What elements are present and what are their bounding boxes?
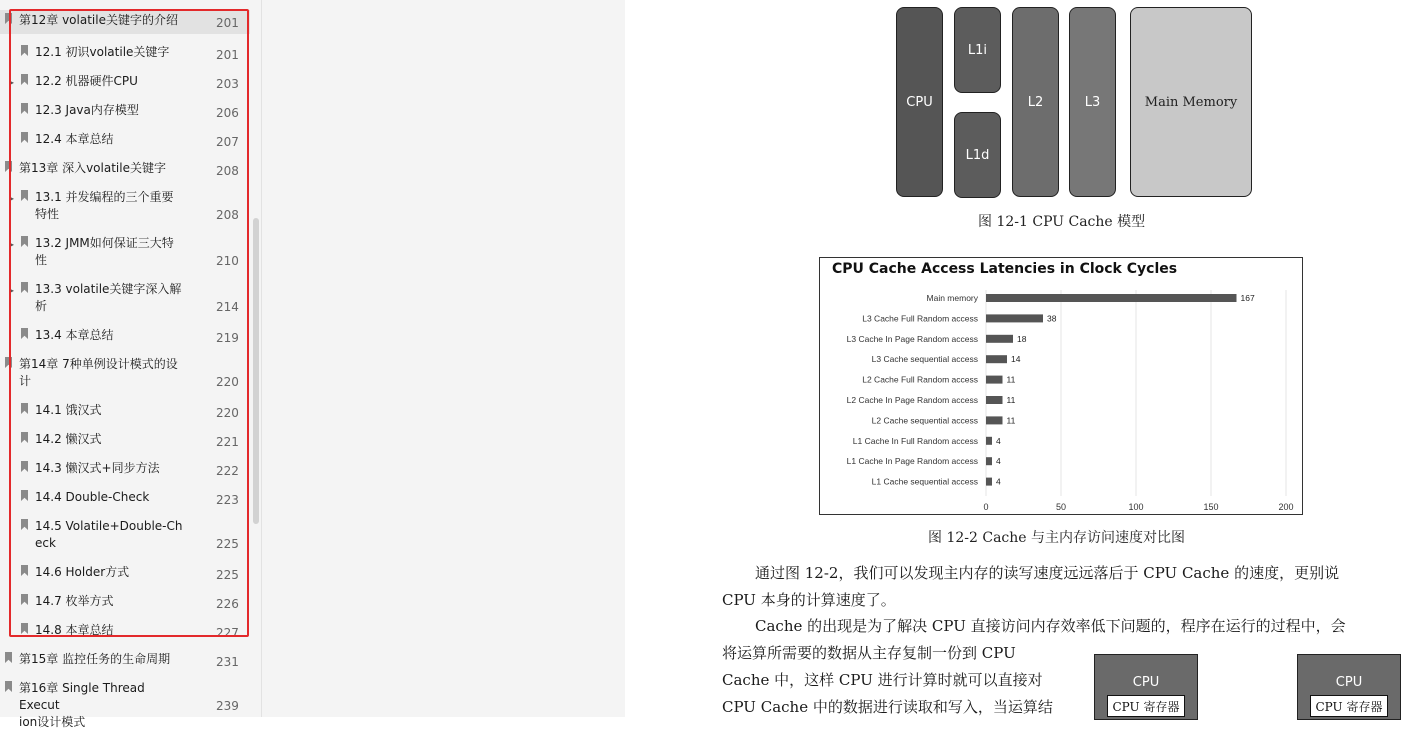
toc-item-page: 210 (216, 254, 239, 268)
sidebar-scrollbar[interactable] (253, 218, 259, 524)
paragraph-1-line-1: 通过图 12-2，我们可以发现主内存的读写速度远远落后于 CPU Cache 的速度，更别说 (755, 564, 1340, 582)
cpu-register-right: CPU 寄存器 (1310, 695, 1388, 717)
category-label: L3 Cache Full Random access (862, 313, 978, 324)
toc-item-label: 第13章 深入volatile关键字 (19, 161, 166, 175)
latency-chart-svg (820, 258, 1304, 516)
toc-item-label: 14.4 Double-Check (35, 490, 150, 504)
l1d-block: L1d (954, 112, 1001, 198)
bookmark-icon (21, 74, 28, 85)
toc-item[interactable] (0, 354, 250, 394)
document-page (625, 0, 1427, 717)
toc-item-label: 第14章 7种单例设计模式的设 计 (19, 357, 178, 388)
bar (986, 457, 992, 465)
bar-value-label: 14 (1011, 354, 1021, 365)
bookmark-icon (21, 328, 28, 339)
toc-item-page: 206 (216, 106, 239, 120)
bar-value-label: 167 (1240, 293, 1255, 303)
toc-item-label: 14.2 懒汉式 (35, 432, 102, 446)
bar-value-label: 4 (996, 456, 1001, 467)
l2-block: L2 (1012, 7, 1059, 197)
category-label: L3 Cache sequential access (871, 354, 978, 365)
category-label: L2 Cache Full Random access (862, 374, 978, 385)
cpu-block: CPU (896, 7, 943, 197)
bookmark-icon (21, 432, 28, 443)
toc-item-label: 第12章 volatile关键字的介绍 (19, 13, 178, 27)
bar (986, 416, 1003, 424)
bar-value-label: 11 (1006, 415, 1016, 426)
outline-sidebar (0, 0, 262, 729)
x-tick-label: 100 (1128, 502, 1144, 512)
toc-item[interactable] (0, 516, 250, 556)
toc-item-label: 12.2 机器硬件CPU (35, 74, 138, 88)
toc-item-page: 201 (216, 16, 239, 30)
paragraph-2-line-3: Cache 中，这样 CPU 进行计算时就可以直接对 (722, 671, 1043, 689)
toc-item-page: 225 (216, 568, 239, 582)
toc-item[interactable] (0, 562, 250, 586)
toc-item[interactable] (0, 129, 250, 153)
bookmark-icon (5, 357, 12, 368)
toc-item-label: 14.5 Volatile+Double-Ch eck (35, 519, 183, 550)
bar (986, 396, 1003, 404)
toc-item[interactable] (0, 279, 250, 319)
toc-item[interactable] (0, 100, 250, 124)
bar-value-label: 11 (1006, 374, 1016, 385)
toc-item[interactable] (0, 158, 250, 182)
bookmark-icon (21, 461, 28, 472)
category-label: L1 Cache In Full Random access (852, 435, 978, 446)
toc-item-page: 239 (216, 699, 239, 713)
toc-item-page: 203 (216, 77, 239, 91)
category-label: L3 Cache In Page Random access (846, 333, 978, 344)
bookmark-icon (21, 403, 28, 414)
category-label: Main memory (926, 293, 978, 303)
bookmark-icon (21, 45, 28, 56)
toc-item-label: 13.4 本章总结 (35, 328, 114, 342)
bookmark-icon (5, 681, 12, 692)
toc-item-label: 13.1 并发编程的三个重要 特性 (35, 190, 174, 221)
expand-arrow-icon[interactable]: ▸ (10, 240, 15, 249)
x-tick-label: 200 (1278, 502, 1294, 512)
main-memory-block: Main Memory (1130, 7, 1252, 197)
category-label: L1 Cache In Page Random access (846, 456, 978, 467)
paragraph-2-line-4: CPU Cache 中的数据进行读取和写入，当运算结 (722, 698, 1053, 716)
expand-arrow-icon[interactable]: ▸ (10, 194, 15, 203)
toc-item[interactable] (0, 400, 250, 424)
toc-item-page: 223 (216, 493, 239, 507)
toc-item[interactable] (0, 591, 250, 615)
cpu-label-right: CPU (1335, 675, 1363, 690)
cpu-box-left (1094, 654, 1198, 720)
bookmark-icon (21, 282, 28, 293)
toc-item-page: 220 (216, 375, 239, 389)
toc-item[interactable] (0, 678, 250, 729)
category-label: L2 Cache sequential access (871, 415, 978, 426)
bar (986, 437, 992, 445)
toc-item[interactable] (0, 325, 250, 349)
bookmark-icon (21, 490, 28, 501)
bar (986, 355, 1007, 363)
bar (986, 314, 1043, 322)
bar-value-label: 4 (996, 435, 1001, 446)
toc-item-label: 14.1 饿汉式 (35, 403, 102, 417)
l3-block: L3 (1069, 7, 1116, 197)
toc-item-label: 12.1 初识volatile关键字 (35, 45, 170, 59)
bar-value-label: 38 (1047, 313, 1057, 324)
bookmark-icon (21, 236, 28, 247)
bar (986, 294, 1237, 302)
bookmark-icon (21, 594, 28, 605)
toc-item-page: 208 (216, 164, 239, 178)
bookmark-icon (5, 13, 12, 24)
x-tick-label: 50 (1055, 502, 1067, 512)
toc-item-label: 14.7 枚举方式 (35, 594, 114, 608)
expand-arrow-icon[interactable]: ▸ (10, 78, 15, 87)
toc-item-label: 13.2 JMM如何保证三大特 性 (35, 236, 174, 267)
toc-item-page: 226 (216, 597, 239, 611)
bookmark-icon (21, 565, 28, 576)
toc-item-label: 第15章 监控任务的生命周期 (19, 652, 171, 666)
toc-item[interactable] (0, 458, 250, 482)
toc-item-page: 214 (216, 300, 239, 314)
toc-item-page: 207 (216, 135, 239, 149)
toc-item-page: 220 (216, 406, 239, 420)
bar (986, 376, 1003, 384)
bookmark-icon (21, 519, 28, 530)
toc-item[interactable] (0, 649, 250, 673)
toc-item-page: 227 (216, 626, 239, 640)
toc-item-page: 201 (216, 48, 239, 62)
toc-item[interactable] (0, 42, 250, 66)
bookmark-icon (21, 103, 28, 114)
toc-item-label: 第16章 Single Thread Execut ion设计模式 (19, 681, 145, 729)
paragraph-1-line-2: CPU 本身的计算速度了。 (722, 591, 896, 609)
bookmark-icon (21, 190, 28, 201)
category-label: L1 Cache sequential access (871, 476, 978, 487)
l1i-block: L1i (954, 7, 1001, 93)
bar-value-label: 4 (996, 476, 1001, 487)
bookmark-icon (21, 132, 28, 143)
category-label: L2 Cache In Page Random access (846, 395, 978, 405)
figure-2-caption: 图 12-2 Cache 与主内存访问速度对比图 (928, 530, 1186, 546)
toc-item-label: 13.3 volatile关键字深入解 析 (35, 282, 182, 313)
bar (986, 478, 992, 486)
bar-value-label: 18 (1017, 333, 1027, 344)
latency-chart (819, 257, 1303, 515)
bar (986, 335, 1013, 343)
paragraph-2-line-1: Cache 的出现是为了解决 CPU 直接访问内存效率低下问题的，程序在运行的过程中，会 (755, 617, 1346, 635)
toc-item[interactable] (0, 429, 250, 453)
toc-item[interactable] (0, 71, 250, 95)
toc-item-page: 221 (216, 435, 239, 449)
viewer-background (262, 0, 625, 717)
toc-item[interactable] (0, 233, 250, 273)
toc-item-page: 208 (216, 208, 239, 222)
toc-item-label: 14.3 懒汉式+同步方法 (35, 461, 160, 475)
bookmark-icon (5, 652, 12, 663)
toc-item-label: 14.6 Holder方式 (35, 565, 130, 579)
cpu-register-left: CPU 寄存器 (1107, 695, 1185, 717)
toc-item-page: 219 (216, 331, 239, 345)
bar-value-label: 11 (1006, 395, 1016, 405)
x-tick-label: 0 (983, 502, 989, 512)
cpu-box-right (1297, 654, 1401, 720)
toc-item-label: 14.8 本章总结 (35, 623, 114, 637)
toc-item-page: 231 (216, 655, 239, 669)
figure-1-caption: 图 12-1 CPU Cache 模型 (978, 214, 1146, 230)
bookmark-icon (21, 623, 28, 634)
toc-item[interactable] (0, 187, 250, 227)
toc-item[interactable] (0, 10, 250, 34)
chart-title: CPU Cache Access Latencies in Clock Cycles (832, 261, 1178, 277)
toc-item[interactable] (0, 620, 250, 644)
toc-item-page: 225 (216, 537, 239, 551)
x-tick-label: 150 (1203, 502, 1219, 512)
toc-item[interactable] (0, 487, 250, 511)
paragraph-2-line-2: 将运算所需要的数据从主存复制一份到 CPU (722, 644, 1016, 662)
bookmark-icon (5, 161, 12, 172)
toc-item-label: 12.3 Java内存模型 (35, 103, 139, 117)
toc-item-page: 222 (216, 464, 239, 478)
expand-arrow-icon[interactable]: ▸ (10, 286, 15, 295)
cpu-label-left: CPU (1132, 675, 1160, 690)
toc-item-label: 12.4 本章总结 (35, 132, 114, 146)
